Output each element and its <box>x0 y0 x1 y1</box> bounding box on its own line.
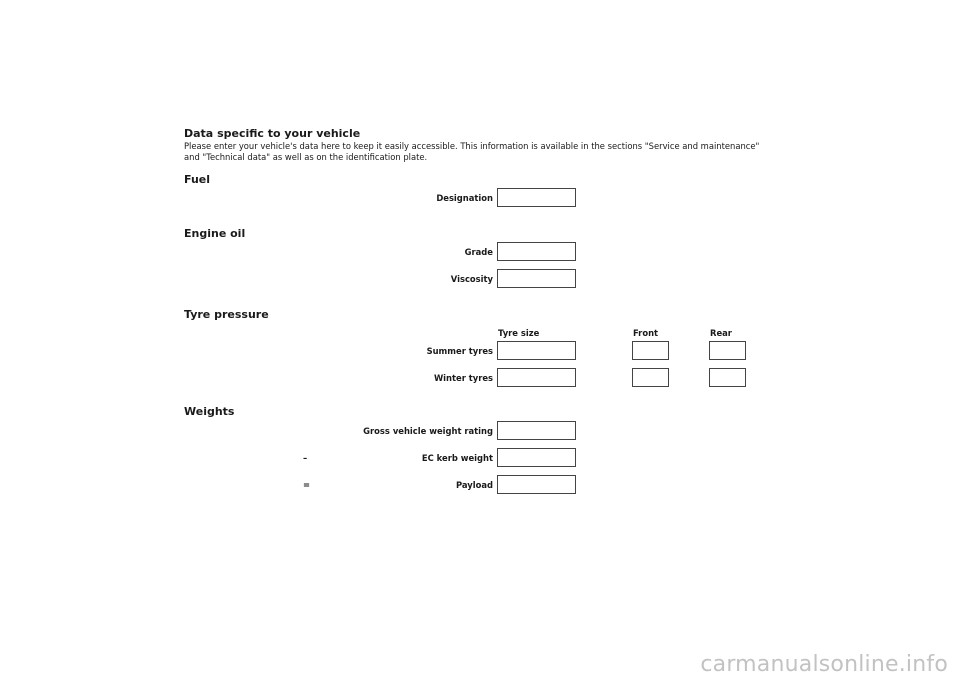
tyre-pressure-heading: Tyre pressure <box>184 308 269 321</box>
weights-heading: Weights <box>184 405 235 418</box>
summer-rear-pressure-field[interactable] <box>709 341 746 360</box>
summer-tyres-label: Summer tyres <box>426 346 493 356</box>
winter-rear-pressure-field[interactable] <box>709 368 746 387</box>
winter-tyres-label: Winter tyres <box>433 373 493 383</box>
kerb-weight-field[interactable] <box>497 448 576 467</box>
fuel-heading: Fuel <box>184 173 211 186</box>
gross-weight-label: Gross vehicle weight rating <box>363 426 493 436</box>
tyre-size-column-header: Tyre size <box>498 328 540 338</box>
designation-label: Designation <box>436 193 493 203</box>
grade-field[interactable] <box>497 242 576 261</box>
front-column-header: Front <box>633 328 659 338</box>
equals-sign: = <box>303 480 311 490</box>
kerb-weight-label: EC kerb weight <box>421 453 493 463</box>
summer-tyre-size-field[interactable] <box>497 341 576 360</box>
gross-weight-field[interactable] <box>497 421 576 440</box>
winter-tyre-size-field[interactable] <box>497 368 576 387</box>
viscosity-label: Viscosity <box>450 274 493 284</box>
intro-text <box>184 141 784 163</box>
intro-line-2: and "Technical data" as well as on the identification plate. <box>184 152 428 162</box>
page-title: Data specific to your vehicle <box>184 127 361 140</box>
minus-sign: – <box>303 453 308 463</box>
rear-column-header: Rear <box>710 328 732 338</box>
summer-front-pressure-field[interactable] <box>632 341 669 360</box>
viscosity-field[interactable] <box>497 269 576 288</box>
winter-front-pressure-field[interactable] <box>632 368 669 387</box>
intro-line-1: Please enter your vehicle's data here to keep it easily accessible. This information is available in the sections "Service and maintenance" <box>184 141 760 151</box>
grade-label: Grade <box>464 247 493 257</box>
watermark: carmanualsonline.info <box>700 652 948 677</box>
designation-field[interactable] <box>497 188 576 207</box>
engine-oil-heading: Engine oil <box>184 227 246 240</box>
payload-label: Payload <box>455 480 493 490</box>
payload-field[interactable] <box>497 475 576 494</box>
